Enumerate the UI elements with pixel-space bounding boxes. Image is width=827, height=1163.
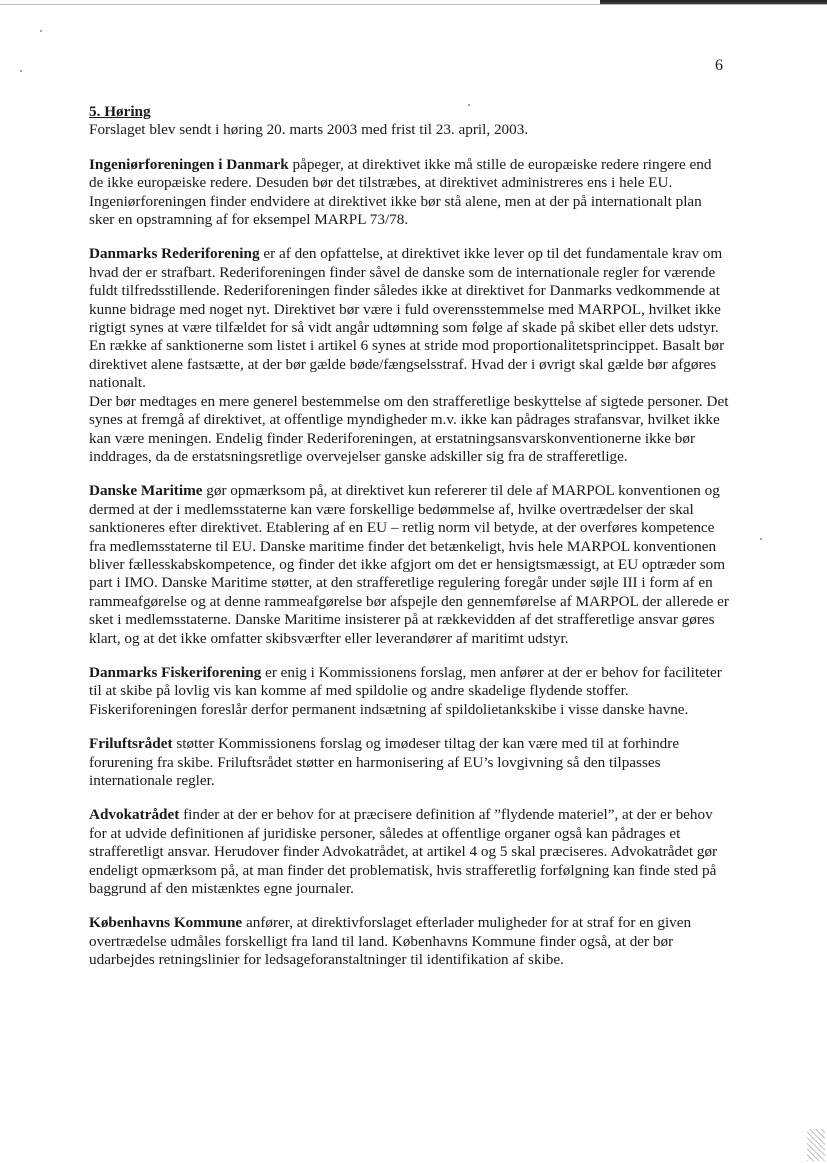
- org-name: Danmarks Rederiforening: [89, 245, 260, 263]
- org-name: Danske Maritime: [89, 482, 203, 500]
- paragraph-rederiforening-continued: [89, 393, 729, 467]
- paragraph-text: er enig i Kommissionens forslag, men anfører at der er behov for faciliteter til at skibe på lovlig vis kan komme af med spildolie og andre skadelige flydende stoffer. Fiskeriforeningen foreslår derfor permanent indsætning af spildolietankskibe i visse danske havne.: [89, 663, 722, 718]
- scan-edge-line: [0, 4, 827, 5]
- paragraph-text: støtter Kommissionens forslag og imødeser tiltag der kan være med til at forhindre forurening fra skibe. Friluftsrådet støtter en harmonisering af EU’s lovgivning så den tilpasses internationale regler.: [89, 735, 680, 789]
- section-heading: 5. Høring: [89, 103, 151, 120]
- paragraph-koebenhavns-kommune: [89, 914, 729, 969]
- paragraph-text: er af den opfattelse, at direktivet ikke lever op til det fundamentale krav om hvad der er strafbart. Rederiforeningen finder såvel de danske som de internationale regler for værende fuldt tilfredsstillende. Rederiforeningen finder således ikke at direktivet for Danmarks vedkommende at kunne bidrage med noget nyt. Direktivet bør være i fuld overensstemmelse med MARPOL, hvilket ikke rigtigt synes at være tilfældet for så vidt angår udtømning som følge af skade på skibet eller dets udstyr. En række af sanktionerne som listet i artikel 6 synes at stride mod proportionalitetsprincippet. Basalt bør direktivet alene fastsætte, at der bør gælde bøde/fængselsstraf. Hvad der i øvrigt skal gælde bør afgøres nationalt.: [89, 245, 725, 392]
- org-name: Friluftsrådet: [89, 735, 173, 753]
- section-intro: Forslaget blev sendt i høring 20. marts 2003 med frist til 23. april, 2003.: [89, 121, 529, 139]
- org-name: Københavns Kommune: [89, 914, 243, 932]
- page-number: 6: [715, 57, 723, 74]
- paragraph-text: Der bør medtages en mere generel bestemmelse om den strafferetlige beskyttelse af sigtede personer. Det synes at fremgå af direktivet, at offentlige myndigheder m.v. ikke kan pådrages strafansvar, hvilket ikke kan være meningen. Endelig finder Rederiforeningen, at erstatningsansvarskonventionerne ikke bør inddrages, da de erstatsningsretlige overvejelser ganske adskiller sig fra de strafferetlige.: [89, 392, 729, 465]
- paragraph-rederiforening: [89, 245, 729, 392]
- paragraph-text: finder at der er behov for at præcisere definition af ”flydende materiel”, at der er behov for at udvide definitionen af juridiske personer, således at offentlige organer også kan pådrages et strafferetligt ansvar. Herudover finder Advokatrådet, at artikel 4 og 5 skal præciseres. Advokatrådet gør endeligt opmærksom på, at man finder det problematisk, hvis strafferetlig forfølgning kan finde sted på baggrund af den mistænktes egne journaler.: [89, 806, 718, 898]
- paragraph-danske-maritime: [89, 482, 729, 648]
- scan-speck: [468, 104, 470, 106]
- scan-speck: [20, 70, 22, 72]
- paragraph-ingenioerforeningen: [89, 156, 729, 230]
- paragraph-text: påpeger, at direktivet ikke må stille de europæiske redere ringere end de ikke europæiske redere. Desuden bør det tilstræbes, at direktivet administreres ens i hele EU. Ingeniørforeningen finder endvidere at direktivet ikke bør stå alene, men at der på internationalt plan sker en opstramning af for eksempel MARPL 73/78.: [89, 155, 712, 229]
- paragraph-text: gør opmærksom på, at direktivet kun refererer til dele af MARPOL konventionen og dermed at der i medlemsstaterne kan være forskellige bedømmelse af, hvilke overtrædelser der skal sanktioneres efter direktivet. Etablering af en EU – retlig norm vil betyde, at der overføres kompetence fra medlemsstaterne til EU. Danske maritime finder det betænkeligt, hvis hele MARPOL konventionen bliver fællesskabskompetence, og finder det ikke afgjort om det er hensigtsmæssigt, at EU optræder som part i IMO. Danske Maritime støtter, at den strafferetlige regulering foregår under søjle III i form af en rammeafgørelse og at denne rammeafgørelse bør afspejle den gennemførelse af MARPOL der allerede er sket i medlemsstaterne. Danske Maritime insisterer på at rækkevidden af det strafferetlige ansvar gøres klart, og at det ikke omfatter skibsværfter eller leverandører af maritimt udstyr.: [89, 482, 729, 647]
- scan-corner-noise: [807, 1129, 825, 1161]
- org-name: Danmarks Fiskeriforening: [89, 663, 262, 681]
- paragraph-advokatraadet: [89, 806, 729, 898]
- scan-speck: [40, 30, 42, 32]
- paragraph-friluftsraadet: [89, 735, 729, 790]
- paragraph-fiskeriforening: [89, 664, 729, 719]
- org-name: Advokatrådet: [89, 806, 180, 824]
- document-body: [89, 103, 729, 986]
- org-name: Ingeniørforeningen i Danmark: [89, 155, 289, 173]
- paragraph-text: anfører, at direktivforslaget efterlader muligheder for at straf for en given overtrædelse udmåles forskelligt fra land til land. Københavns Kommune finder også, at der bør udarbejdes retningslinier for ledsageforanstaltninger til identifikation af skibe.: [89, 914, 692, 969]
- section-hoering: [89, 103, 729, 140]
- scan-speck: [760, 538, 762, 540]
